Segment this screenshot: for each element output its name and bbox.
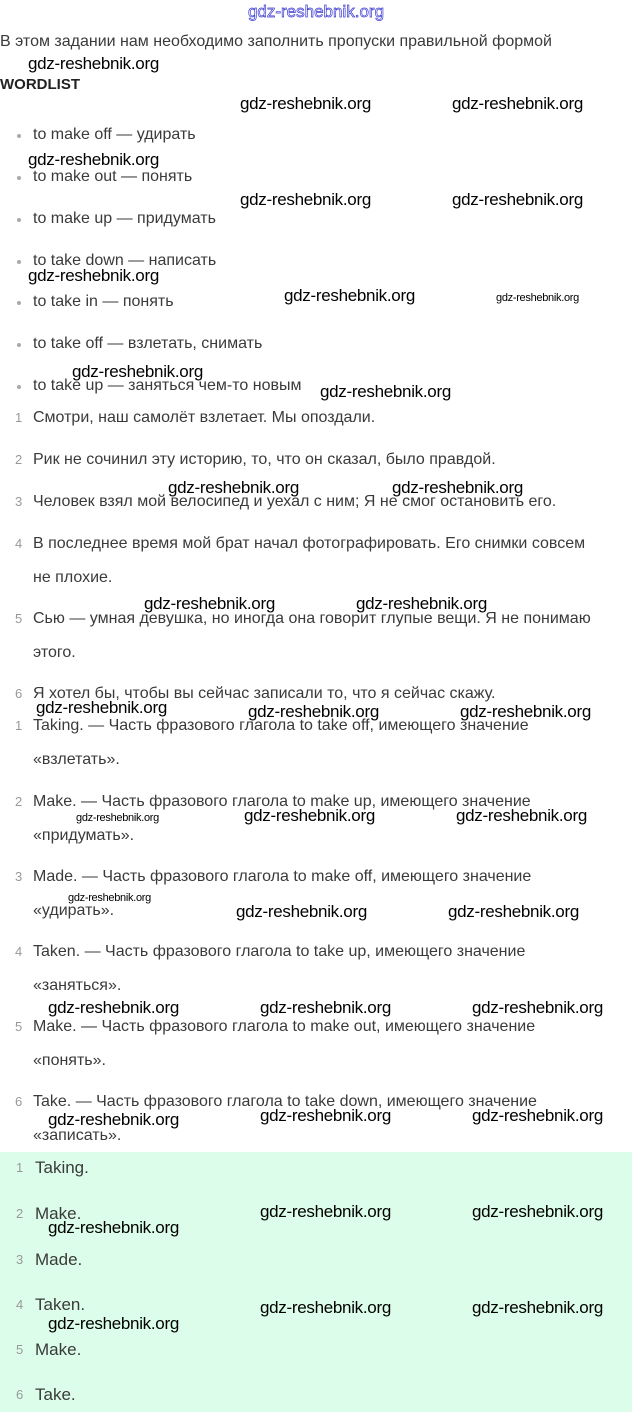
wordlist-item: to make up — придумать <box>33 210 216 227</box>
bullet-icon <box>17 260 21 264</box>
watermark: gdz-reshebnik.org <box>240 190 371 209</box>
explanation-text-cont: «взлетать». <box>33 751 120 768</box>
watermark: gdz-reshebnik.org <box>260 998 391 1017</box>
answer-number: 1 <box>16 1160 24 1175</box>
intro-text: В этом задании нам необходимо заполнить пропуски правильной формой <box>0 33 552 50</box>
watermark: gdz-reshebnik.org <box>236 902 367 921</box>
answer-text: Make. <box>35 1340 82 1359</box>
watermark: gdz-reshebnik.org <box>452 94 583 113</box>
answer-number: 6 <box>16 1387 24 1402</box>
sentence-number: 3 <box>15 494 23 509</box>
bullet-icon <box>17 301 21 305</box>
bullet-icon <box>17 176 21 180</box>
explanation-number: 3 <box>15 869 23 884</box>
watermark: gdz-reshebnik.org <box>72 362 203 381</box>
sentence-text-cont: этого. <box>33 644 76 661</box>
watermark: gdz-reshebnik.org <box>496 292 579 304</box>
wordlist-item: to make out — понять <box>33 168 193 185</box>
explanation-text: Taking. — Часть фразового глагола to take off, имеющего значение <box>33 717 529 734</box>
watermark: gdz-reshebnik.org <box>452 190 583 209</box>
answer-number: 4 <box>16 1297 24 1312</box>
watermark: gdz-reshebnik.org <box>144 594 275 613</box>
explanation-text: Take. — Часть фразового глагола to take down, имеющего значение <box>33 1093 537 1110</box>
answer-text: Made. <box>35 1250 83 1269</box>
watermark: gdz-reshebnik.org <box>48 1110 179 1129</box>
sentence-number: 6 <box>15 686 23 701</box>
watermark: gdz-reshebnik.org <box>472 998 603 1017</box>
watermark: gdz-reshebnik.org <box>68 892 151 904</box>
explanation-text-cont: «записать». <box>33 1127 122 1144</box>
watermark: gdz-reshebnik.org <box>448 902 579 921</box>
wordlist-item: to take up — заняться чем-то новым <box>33 377 302 394</box>
answer-number: 2 <box>16 1206 24 1221</box>
answer-text: Taking. <box>35 1158 89 1177</box>
header-watermark: gdz-reshebnik.org <box>247 2 385 21</box>
watermark: gdz-reshebnik.org <box>48 998 179 1017</box>
sentence-number: 1 <box>15 410 23 425</box>
answers-panel <box>0 1152 632 1412</box>
watermark: gdz-reshebnik.org <box>456 806 587 825</box>
watermark: gdz-reshebnik.org <box>472 1202 603 1221</box>
explanation-text: Made. — Часть фразового глагола to make off, имеющего значение <box>33 868 532 885</box>
bullet-icon <box>17 218 21 222</box>
sentence-number: 5 <box>15 611 23 626</box>
sentence-number: 4 <box>15 536 23 551</box>
explanation-text: Make. — Часть фразового глагола to make out, имеющего значение <box>33 1018 536 1035</box>
explanation-number: 6 <box>15 1094 23 1109</box>
watermark: gdz-reshebnik.org <box>48 1314 179 1333</box>
watermark: gdz-reshebnik.org <box>472 1106 603 1125</box>
watermark: gdz-reshebnik.org <box>76 812 159 824</box>
answer-text: Taken. <box>35 1295 86 1314</box>
explanation-number: 2 <box>15 794 23 809</box>
sentence-text-cont: не плохие. <box>33 569 113 586</box>
wordlist-item: to take in — понять <box>33 293 174 310</box>
watermark: gdz-reshebnik.org <box>28 54 159 73</box>
sentence-text: Человек взял мой велосипед и уехал с ним; Я не смог остановить его. <box>33 493 557 510</box>
sentence-number: 2 <box>15 452 23 467</box>
sentence-text: Сью — умная девушка, но иногда она говорит глупые вещи. Я не понимаю <box>33 610 591 627</box>
watermark: gdz-reshebnik.org <box>284 286 415 305</box>
watermark: gdz-reshebnik.org <box>392 478 523 497</box>
answer-number: 3 <box>16 1252 24 1267</box>
explanation-text-cont: «понять». <box>33 1052 106 1069</box>
sentence-text: В последнее время мой брат начал фотографировать. Его снимки совсем <box>33 535 586 552</box>
explanation-number: 1 <box>15 718 23 733</box>
bullet-icon <box>17 385 21 389</box>
watermark: gdz-reshebnik.org <box>320 382 451 401</box>
explanation-text-cont: «удирать». <box>33 902 115 919</box>
sentence-text: Я хотел бы, чтобы вы сейчас записали то, что я сейчас скажу. <box>33 685 496 702</box>
watermark: gdz-reshebnik.org <box>472 1298 603 1317</box>
wordlist-item: to take down — написать <box>33 252 217 269</box>
watermark: gdz-reshebnik.org <box>168 478 299 497</box>
explanation-text-cont: «заняться». <box>33 977 122 994</box>
watermark: gdz-reshebnik.org <box>260 1106 391 1125</box>
wordlist-item: to make off — удирать <box>33 126 196 143</box>
answer-text: Take. <box>35 1385 76 1404</box>
answer-number: 5 <box>16 1342 24 1357</box>
watermark: gdz-reshebnik.org <box>244 806 375 825</box>
explanation-number: 4 <box>15 944 23 959</box>
watermark: gdz-reshebnik.org <box>36 698 167 717</box>
explanation-text: Make. — Часть фразового глагола to make up, имеющего значение <box>33 793 531 810</box>
watermark: gdz-reshebnik.org <box>248 702 379 721</box>
sentence-text: Смотри, наш самолёт взлетает. Мы опоздали. <box>33 409 376 426</box>
wordlist-item: to take off — взлетать, снимать <box>33 335 263 352</box>
watermark: gdz-reshebnik.org <box>28 266 159 285</box>
bullet-icon <box>17 343 21 347</box>
watermark: gdz-reshebnik.org <box>260 1298 391 1317</box>
explanation-text-cont: «придумать». <box>33 827 135 844</box>
watermark: gdz-reshebnik.org <box>28 150 159 169</box>
watermark: gdz-reshebnik.org <box>240 94 371 113</box>
explanation-text: Taken. — Часть фразового глагола to take up, имеющего значение <box>33 943 526 960</box>
explanation-number: 5 <box>15 1019 23 1034</box>
watermark: gdz-reshebnik.org <box>356 594 487 613</box>
sentence-text: Рик не сочинил эту историю, то, что он сказал, было правдой. <box>33 451 496 468</box>
watermark: gdz-reshebnik.org <box>260 1202 391 1221</box>
wordlist-title: WORDLIST <box>0 76 80 93</box>
watermark: gdz-reshebnik.org <box>48 1218 179 1237</box>
answer-text: Make. <box>35 1204 82 1223</box>
watermark: gdz-reshebnik.org <box>460 702 591 721</box>
bullet-icon <box>17 134 21 138</box>
